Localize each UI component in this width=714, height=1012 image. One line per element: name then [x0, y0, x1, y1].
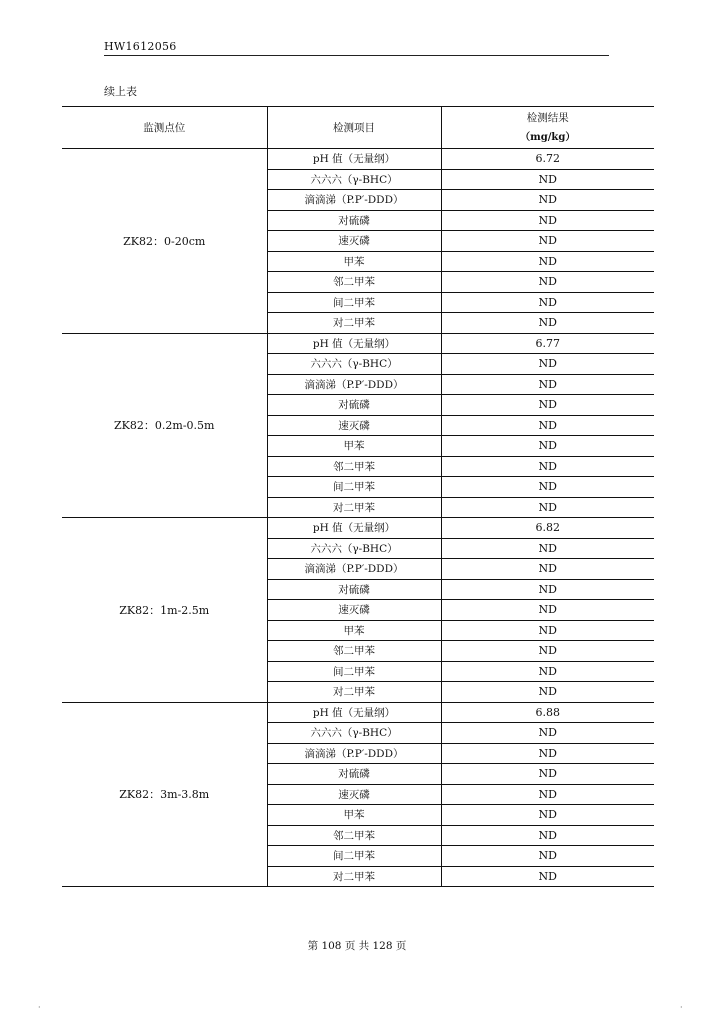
result-value-cell: ND [441, 538, 654, 559]
header-result [441, 107, 654, 149]
result-value-cell: ND [441, 682, 654, 703]
continued-label: 续上表 [104, 85, 137, 98]
test-item-cell: 间二甲苯 [267, 661, 441, 682]
result-value-cell: ND [441, 169, 654, 190]
result-value-cell: ND [441, 190, 654, 211]
test-item-cell: 甲苯 [267, 436, 441, 457]
test-item-cell: 速灭磷 [267, 415, 441, 436]
result-value-cell: ND [441, 374, 654, 395]
test-item-cell: 对二甲苯 [267, 866, 441, 887]
result-value-cell: ND [441, 313, 654, 334]
test-item-cell: 速灭磷 [267, 231, 441, 252]
result-value-cell: ND [441, 354, 654, 375]
test-item-cell: 邻二甲苯 [267, 641, 441, 662]
test-item-cell: 间二甲苯 [267, 846, 441, 867]
result-value-cell: ND [441, 866, 654, 887]
result-value-cell: ND [441, 579, 654, 600]
test-item-cell: 对硫磷 [267, 764, 441, 785]
monitoring-point-cell: ZK82：3m-3.8m [62, 702, 267, 887]
result-value-cell: ND [441, 456, 654, 477]
test-item-cell: 对硫磷 [267, 579, 441, 600]
test-item-cell: pH 值（无量纲） [267, 518, 441, 539]
test-item-cell: 对硫磷 [267, 210, 441, 231]
test-item-cell: 滴滴涕（P.P′-DDD） [267, 374, 441, 395]
result-value-cell: 6.88 [441, 702, 654, 723]
result-value-cell: ND [441, 231, 654, 252]
result-value-cell: ND [441, 600, 654, 621]
test-item-cell: 滴滴涕（P.P′-DDD） [267, 190, 441, 211]
table-header-row [62, 107, 654, 149]
result-value-cell: ND [441, 477, 654, 498]
table-row [62, 518, 654, 539]
test-item-cell: pH 值（无量纲） [267, 333, 441, 354]
result-value-cell: ND [441, 825, 654, 846]
result-value-cell: ND [441, 251, 654, 272]
test-item-cell: 甲苯 [267, 805, 441, 826]
test-item-cell: 滴滴涕（P.P′-DDD） [267, 743, 441, 764]
result-value-cell: ND [441, 620, 654, 641]
table-body [62, 149, 654, 887]
test-item-cell: 速灭磷 [267, 600, 441, 621]
test-item-cell: 邻二甲苯 [267, 272, 441, 293]
monitoring-point-cell: ZK82：0-20cm [62, 149, 267, 334]
test-item-cell: 邻二甲苯 [267, 456, 441, 477]
header-item: 检测项目 [267, 107, 441, 149]
test-item-cell: pH 值（无量纲） [267, 702, 441, 723]
test-item-cell: 六六六（γ-BHC） [267, 538, 441, 559]
result-value-cell: ND [441, 784, 654, 805]
result-value-cell: ND [441, 292, 654, 313]
test-item-cell: 甲苯 [267, 251, 441, 272]
result-value-cell: ND [441, 395, 654, 416]
table-row [62, 702, 654, 723]
test-item-cell: 间二甲苯 [267, 477, 441, 498]
scan-mark: · [38, 1003, 41, 1012]
header-result-label: 检测结果 [526, 111, 569, 124]
result-value-cell: ND [441, 764, 654, 785]
scan-mark: · [680, 1003, 683, 1012]
result-value-cell: ND [441, 272, 654, 293]
test-item-cell: 对硫磷 [267, 395, 441, 416]
test-item-cell: 甲苯 [267, 620, 441, 641]
header-divider [104, 55, 609, 56]
result-value-cell: ND [441, 661, 654, 682]
result-value-cell: ND [441, 723, 654, 744]
test-item-cell: 六六六（γ-BHC） [267, 169, 441, 190]
result-value-cell: ND [441, 436, 654, 457]
result-value-cell: 6.72 [441, 149, 654, 170]
result-value-cell: ND [441, 641, 654, 662]
test-item-cell: 速灭磷 [267, 784, 441, 805]
test-item-cell: pH 值（无量纲） [267, 149, 441, 170]
test-item-cell: 对二甲苯 [267, 682, 441, 703]
header-result-unit: （mg/kg） [520, 131, 576, 143]
result-value-cell: ND [441, 846, 654, 867]
results-table [62, 106, 654, 887]
result-value-cell: ND [441, 497, 654, 518]
header-point: 监测点位 [62, 107, 267, 149]
monitoring-point-cell: ZK82：0.2m-0.5m [62, 333, 267, 518]
test-item-cell: 六六六（γ-BHC） [267, 354, 441, 375]
result-value-cell: ND [441, 415, 654, 436]
test-item-cell: 邻二甲苯 [267, 825, 441, 846]
test-item-cell: 滴滴涕（P.P′-DDD） [267, 559, 441, 580]
test-item-cell: 六六六（γ-BHC） [267, 723, 441, 744]
result-value-cell: 6.77 [441, 333, 654, 354]
test-item-cell: 对二甲苯 [267, 497, 441, 518]
table-row [62, 149, 654, 170]
result-value-cell: ND [441, 559, 654, 580]
test-item-cell: 对二甲苯 [267, 313, 441, 334]
result-value-cell: ND [441, 743, 654, 764]
result-value-cell: ND [441, 805, 654, 826]
result-value-cell: ND [441, 210, 654, 231]
monitoring-point-cell: ZK82：1m-2.5m [62, 518, 267, 703]
result-value-cell: 6.82 [441, 518, 654, 539]
report-id: HW1612056 [104, 40, 177, 53]
test-item-cell: 间二甲苯 [267, 292, 441, 313]
page-number: 第 108 页 共 128 页 [307, 940, 407, 952]
table-row [62, 333, 654, 354]
